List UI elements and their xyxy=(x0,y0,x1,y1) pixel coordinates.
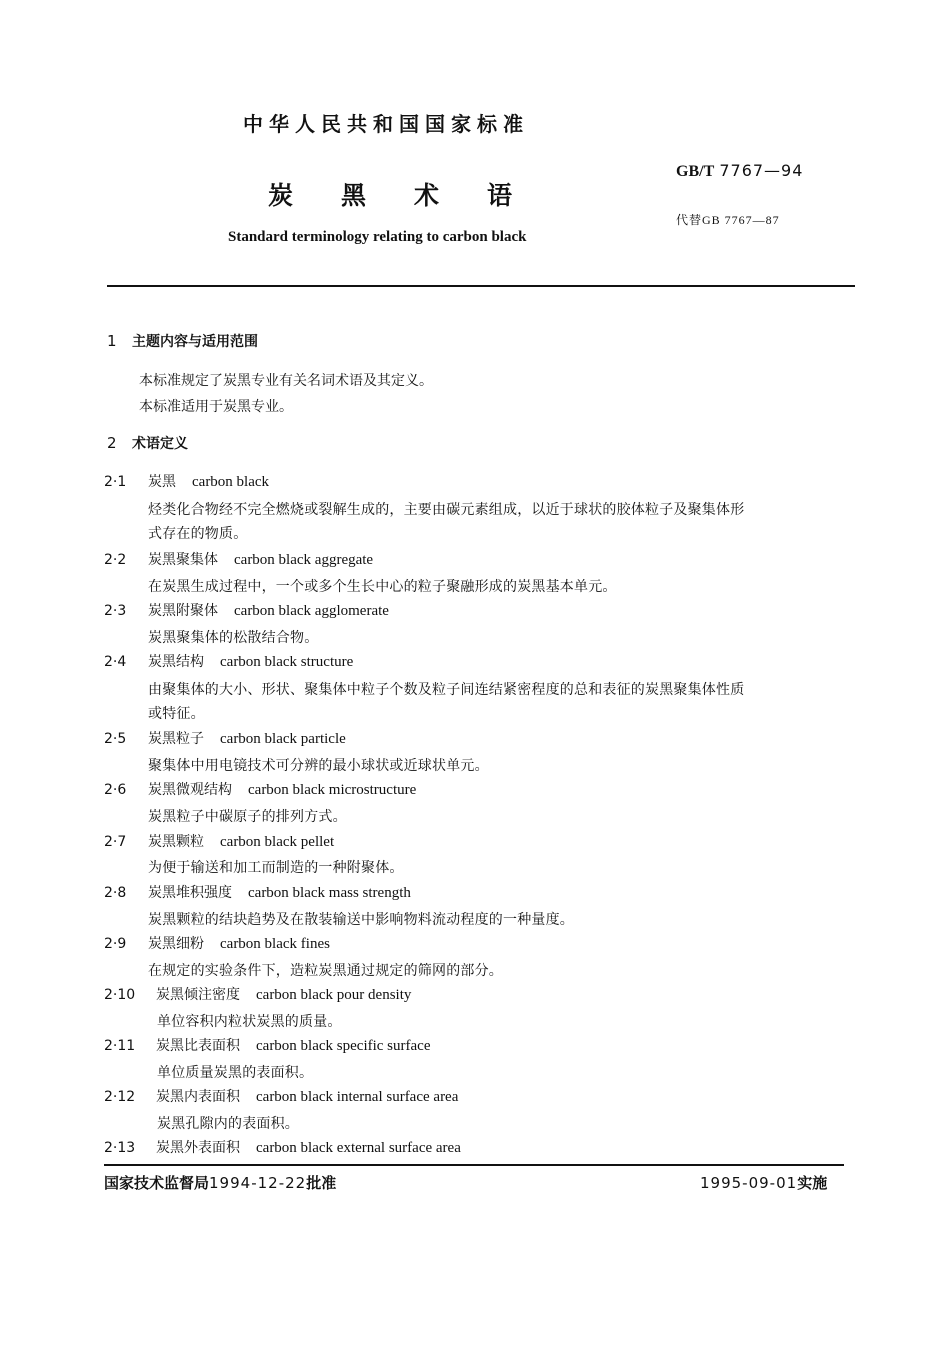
term-entry: 2·8 炭黑堆积强度 carbon black mass strength xyxy=(104,885,411,901)
term-entry: 2·9 炭黑细粉 carbon black fines xyxy=(104,936,330,952)
term-entry: 2·2 炭黑聚集体 carbon black aggregate xyxy=(104,552,374,568)
section-heading-2: 2 术语定义 xyxy=(107,434,188,452)
term-definition: 炭黑孔隙内的表面积。 xyxy=(157,1116,299,1132)
approver: 国家技术监督局 xyxy=(104,1174,210,1192)
header-divider xyxy=(107,285,855,287)
effective-label: 实施 xyxy=(797,1174,828,1192)
term-entry: 2·4 炭黑结构 carbon black structure xyxy=(104,654,354,670)
term-definition: 炭黑颗粒的结块趋势及在散装输送中影响物料流动程度的一种量度。 xyxy=(148,912,574,928)
section-1-paragraph: 本标准规定了炭黑专业有关名词术语及其定义。 xyxy=(139,373,433,389)
footer-divider xyxy=(104,1164,844,1166)
term-entry: 2·13 炭黑外表面积 carbon black external surface area xyxy=(104,1140,461,1156)
term-entry: 2·6 炭黑微观结构 carbon black microstructure xyxy=(104,782,417,798)
term-entry: 2·7 炭黑颗粒 carbon black pellet xyxy=(104,834,335,850)
term-entry: 2·10 炭黑倾注密度 carbon black pour density xyxy=(104,987,412,1003)
term-definition: 式存在的物质。 xyxy=(148,526,248,542)
issuing-organization: 中华人民共和国国家标准 xyxy=(243,112,529,136)
term-definition: 烃类化合物经不完全燃烧或裂解生成的，主要由碳元素组成，以近于球状的胶体粒子及聚集体形 xyxy=(148,502,745,518)
term-definition: 在炭黑生成过程中，一个或多个生长中心的粒子聚融形成的炭黑基本单元。 xyxy=(148,579,617,595)
replaces-standard: 代替GB 7767—87 xyxy=(676,213,780,227)
approval-label: 批准 xyxy=(306,1174,337,1192)
approval-date: 1994-12-22 xyxy=(209,1174,307,1192)
effective-line xyxy=(700,1172,827,1193)
term-definition: 单位质量炭黑的表面积。 xyxy=(157,1065,314,1081)
term-definition: 为便于输送和加工而制造的一种附聚体。 xyxy=(148,860,404,876)
standard-number: 7767—94 xyxy=(719,161,804,180)
document-subtitle-english: Standard terminology relating to carbon black xyxy=(228,229,527,245)
term-definition: 炭黑粒子中碳原子的排列方式。 xyxy=(148,809,347,825)
document-title: 炭黑术语 xyxy=(268,181,561,210)
term-entry: 2·11 炭黑比表面积 carbon black specific surface xyxy=(104,1038,431,1054)
effective-date: 1995-09-01 xyxy=(700,1174,798,1192)
standard-prefix: GB/T xyxy=(676,163,715,180)
term-entry: 2·1 炭黑 carbon black xyxy=(104,474,270,490)
term-definition: 炭黑聚集体的松散结合物。 xyxy=(148,630,319,646)
term-definition: 单位容积内粒状炭黑的质量。 xyxy=(157,1014,342,1030)
term-definition: 聚集体中用电镜技术可分辨的最小球状或近球状单元。 xyxy=(148,758,489,774)
term-definition: 由聚集体的大小、形状、聚集体中粒子个数及粒子间连结紧密程度的总和表征的炭黑聚集体性质 xyxy=(148,682,745,698)
section-heading-1: 1 主题内容与适用范围 xyxy=(107,332,258,350)
standard-code xyxy=(676,161,803,181)
term-entry: 2·12 炭黑内表面积 carbon black internal surface area xyxy=(104,1089,459,1105)
section-1-paragraph: 本标准适用于炭黑专业。 xyxy=(139,399,293,415)
term-definition: 或特征。 xyxy=(148,706,205,722)
approval-line xyxy=(104,1172,336,1193)
term-definition: 在规定的实验条件下，造粒炭黑通过规定的筛网的部分。 xyxy=(148,963,503,979)
term-entry: 2·3 炭黑附聚体 carbon black agglomerate xyxy=(104,603,389,619)
term-entry: 2·5 炭黑粒子 carbon black particle xyxy=(104,731,346,747)
